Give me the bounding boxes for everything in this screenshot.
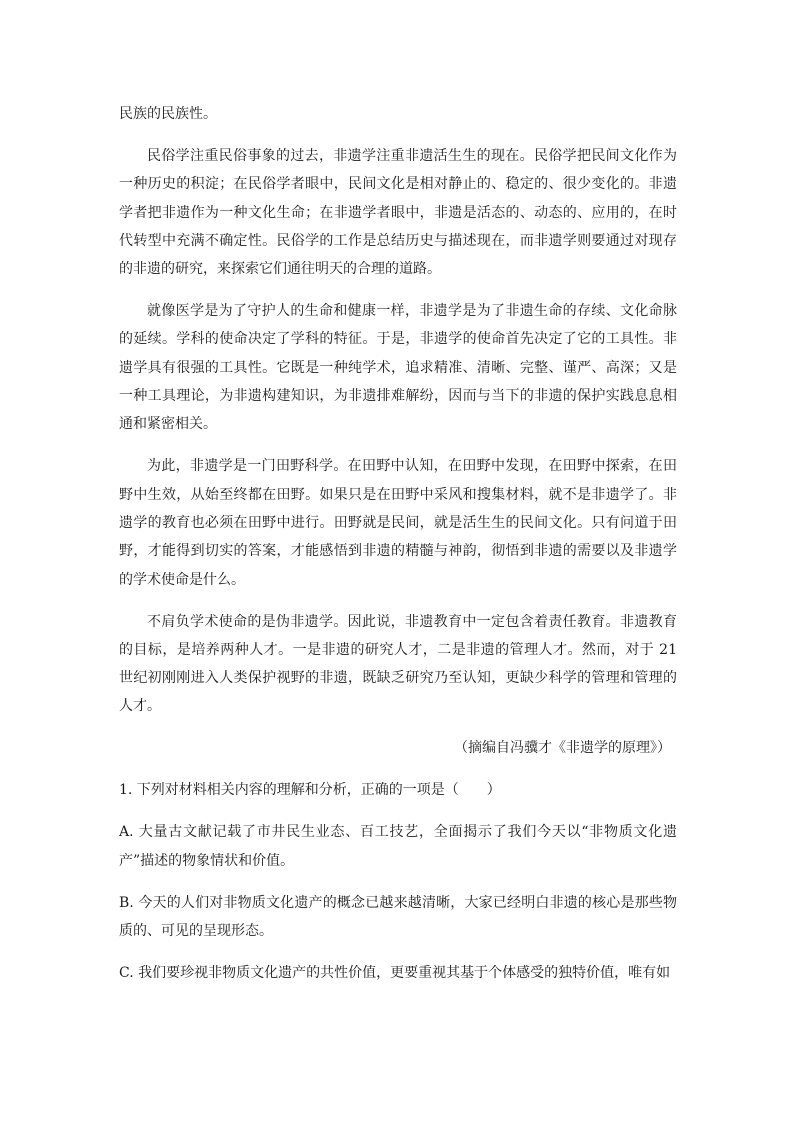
paragraph-folklore-vs-heritage: 民俗学注重民俗事象的过去，非遗学注重非遗活生生的现在。民俗学把民间文化作为一种历史的积淀；在民俗学者眼中，民间文化是相对静止的、稳定的、很少变化的。非遗学者把非遗作为一种文化生命；在非遗学者眼中，非遗是活态的、动态的、应用的，在时代转型中充满不确定性。民俗学的工作是总结历史与描述现在，而非遗学则要通过对现存的非遗的研究，来探索它们通往明天的合理的道路。 (119, 147, 677, 278)
option-c: C. 我们要珍视非物质文化遗产的共性价值，更要重视其基于个体感受的独特价值，唯有如 (119, 964, 671, 981)
option-a: A. 大量古文献记载了市井民生业态、百工技艺，全面揭示了我们今天以“非物质文化遗产”描述的物象情状和价值。 (119, 824, 677, 869)
option-b: B. 今天的人们对非物质文化遗产的概念已越来越清晰，大家已经明白非遗的核心是那些物质的、可见的呈现形态。 (119, 894, 677, 939)
paragraph-tool-nature: 就像医学是为了守护人的生命和健康一样，非遗学是为了非遗生命的存续、文化命脉的延续。学科的使命决定了学科的特征。于是，非遗学的使命首先决定了它的工具性。非遗学具有很强的工具性。它既是一种纯学术，追求精准、清晰、完整、谨严、高深；又是一种工具理论，为非遗构建知识，为非遗排难解纷，因而与当下的非遗的保护实践息息相通和紧密相关。 (119, 303, 677, 433)
source-citation: （摘编自冯骥才《非遗学的原理》） (454, 740, 671, 757)
question-stem: 1. 下列对材料相关内容的理解和分析，正确的一项是（ ） (119, 782, 501, 799)
document-content (119, 100, 677, 1001)
paragraph-field-science: 为此，非遗学是一门田野科学。在田野中认知，在田野中发现，在田野中探索，在田野中生效，从始至终都在田野。如果只是在田野中采风和搜集材料，就不是非遗学了。非遗学的教育也必须在田野中进行。田野就是民间，就是活生生的民间文化。只有问道于田野，才能得到切实的答案，才能感悟到非遗的精髓与神韵，彻悟到非遗的需要以及非遗学的学术使命是什么。 (119, 458, 677, 588)
paragraph-continuation: 民族的民族性。 (119, 106, 217, 122)
paragraph-education-mission: 不肩负学术使命的是伪非遗学。因此说，非遗教育中一定包含着责任教育。非遗教育的目标，是培养两种人才。一是非遗的研究人才，二是非遗的管理人才。然而，对于 21 世纪初刚刚进入人类保护视野的非遗，既缺乏研究乃至认知，更缺少科学的管理和管理的人才。 (119, 613, 677, 715)
